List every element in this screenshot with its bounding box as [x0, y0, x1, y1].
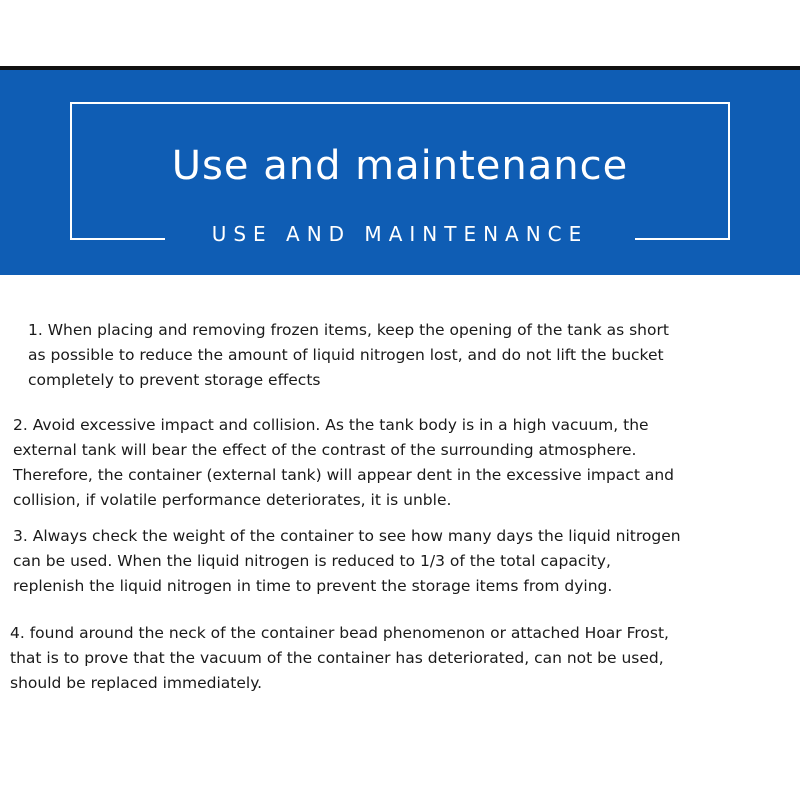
- paragraph-line: that is to prove that the vacuum of the container has deteriorated, can not be used,: [10, 649, 664, 667]
- paragraph-line: Therefore, the container (external tank) will appear dent in the excessive impact and: [13, 466, 674, 484]
- paragraph-line: 3. Always check the weight of the container to see how many days the liquid nitrogen: [13, 527, 681, 545]
- instruction-paragraph-2: [13, 413, 674, 513]
- instruction-paragraph-3: [13, 524, 681, 599]
- paragraph-line: 1. When placing and removing frozen items, keep the opening of the tank as short: [28, 321, 669, 339]
- section-banner: [0, 70, 800, 275]
- paragraph-line: replenish the liquid nitrogen in time to prevent the storage items from dying.: [13, 577, 613, 595]
- paragraph-line: can be used. When the liquid nitrogen is reduced to 1/3 of the total capacity,: [13, 552, 611, 570]
- paragraph-line: as possible to reduce the amount of liquid nitrogen lost, and do not lift the bucket: [28, 346, 664, 364]
- paragraph-line: 4. found around the neck of the container bead phenomenon or attached Hoar Frost,: [10, 624, 669, 642]
- banner-title: Use and maintenance: [171, 143, 629, 189]
- banner-subtitle: USE AND MAINTENANCE: [211, 222, 589, 246]
- paragraph-line: should be replaced immediately.: [10, 674, 263, 692]
- instruction-paragraph-4: [10, 621, 669, 696]
- paragraph-line: external tank will bear the effect of the contrast of the surrounding atmosphere.: [13, 441, 637, 459]
- paragraph-line: completely to prevent storage effects: [28, 371, 321, 389]
- paragraph-line: 2. Avoid excessive impact and collision. As the tank body is in a high vacuum, the: [13, 416, 649, 434]
- instruction-paragraph-1: [28, 318, 669, 393]
- paragraph-line: collision, if volatile performance deteriorates, it is unble.: [13, 491, 452, 509]
